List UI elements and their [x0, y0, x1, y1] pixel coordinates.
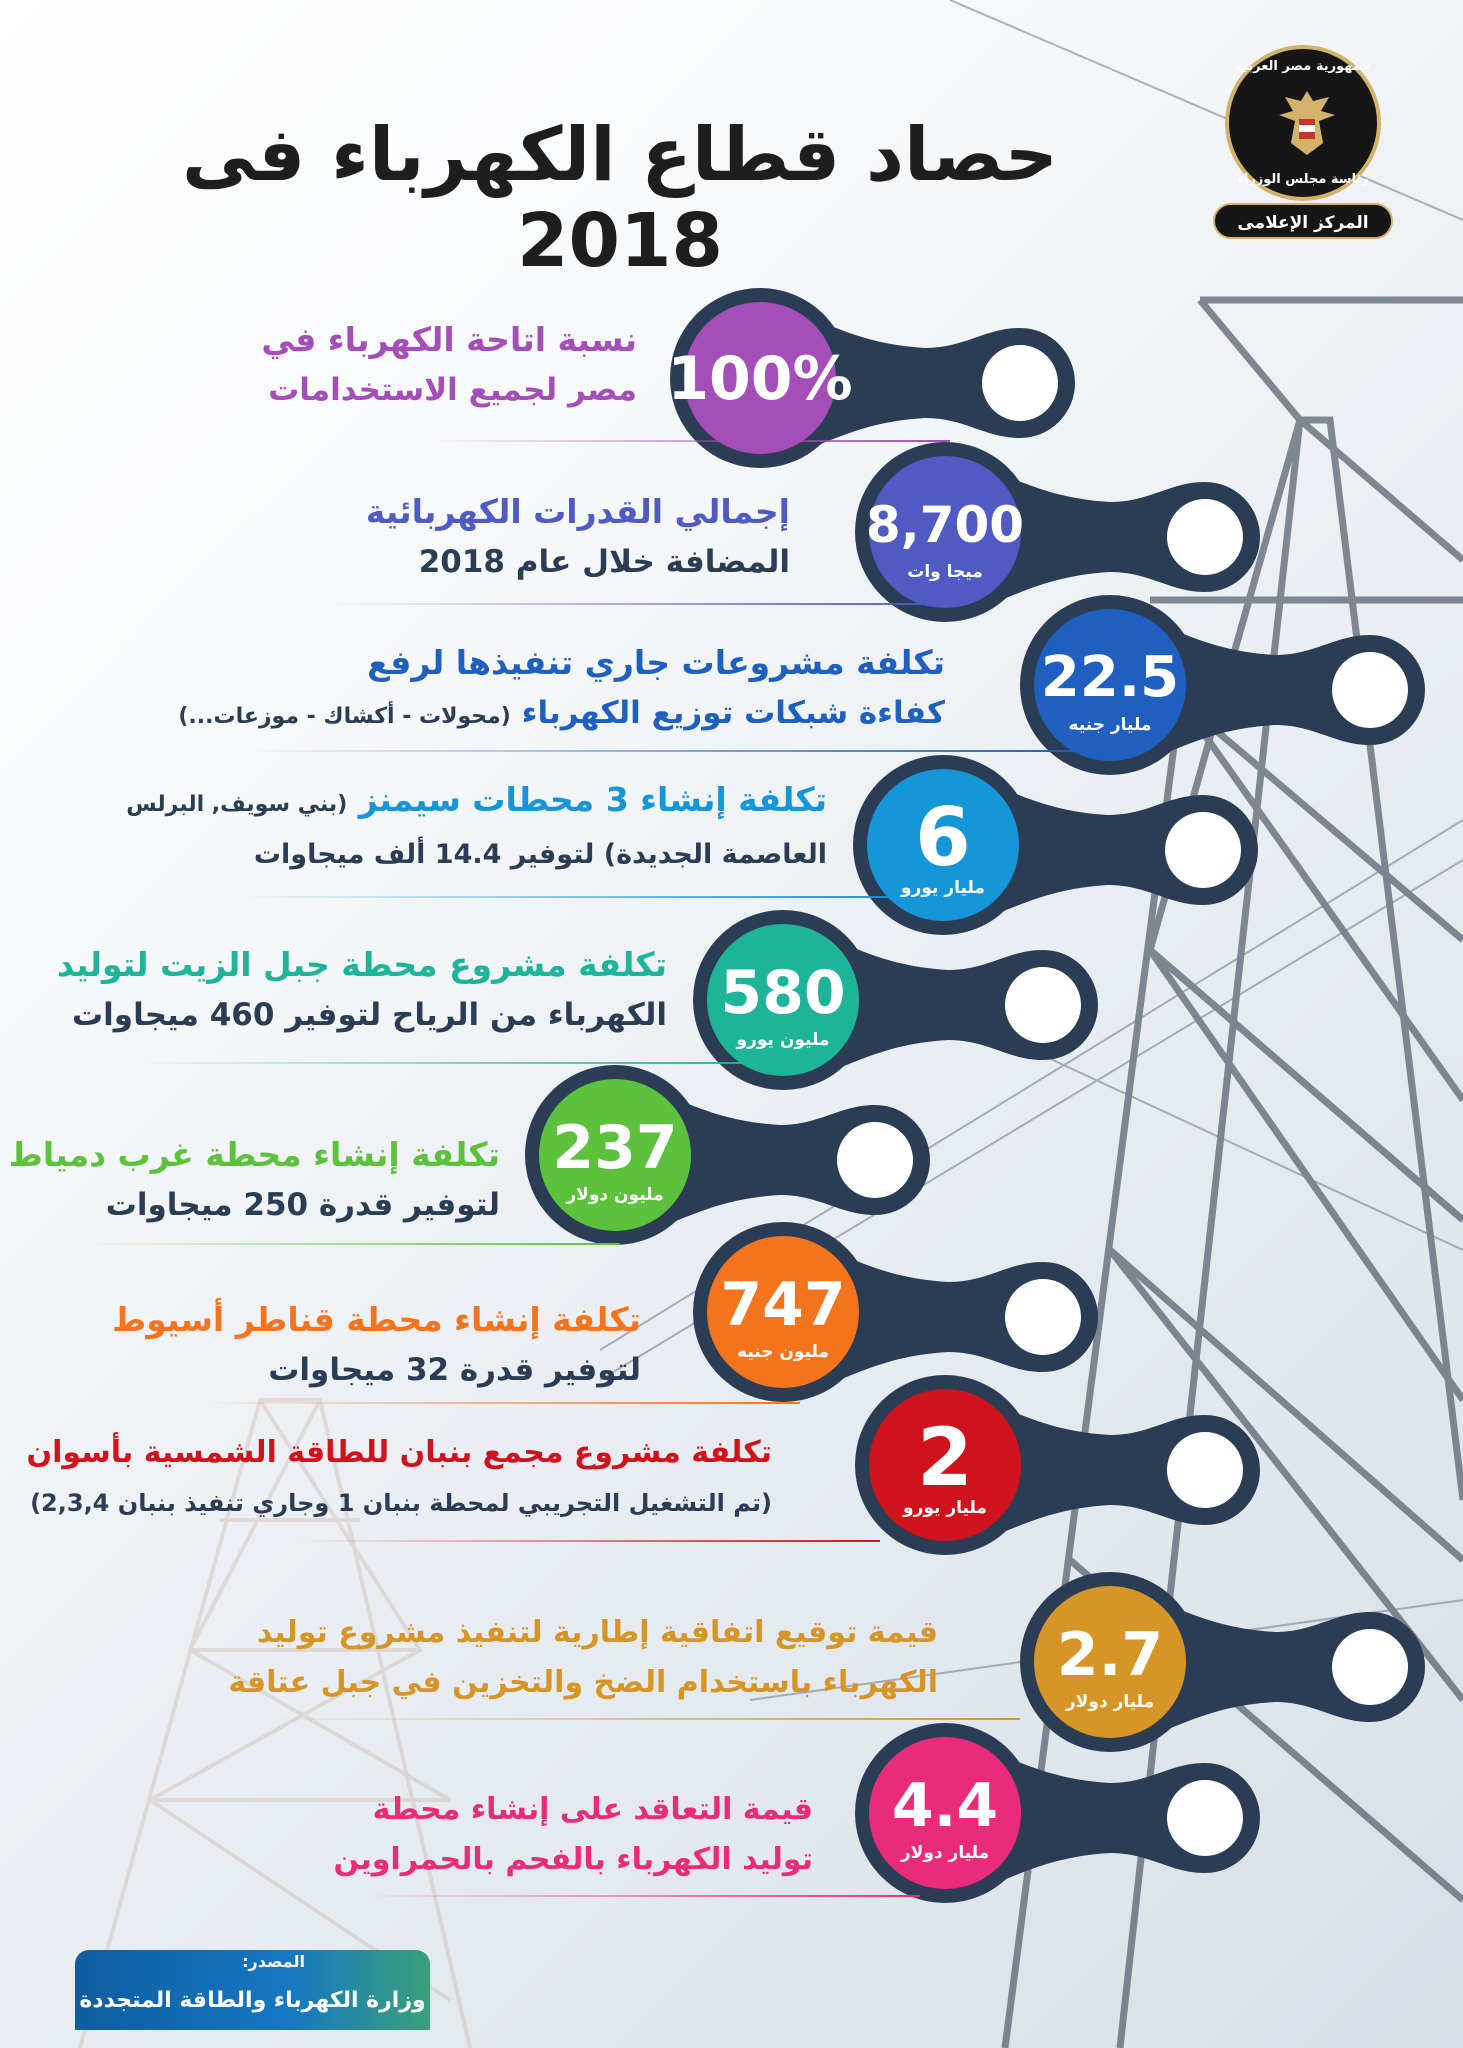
separator — [200, 1402, 800, 1404]
eagle-emblem-icon — [1269, 85, 1345, 161]
source-box — [75, 1950, 430, 2030]
item-value: 4.4 — [891, 1771, 999, 1841]
item-unit: ميجا وات — [907, 562, 983, 582]
item-unit: مليار يورو — [901, 878, 985, 898]
item-unit: مليار دولار — [1065, 1692, 1155, 1712]
separator — [80, 1243, 620, 1245]
item-text-10: قيمة التعاقد على إنشاء محطة توليد الكهرباء بالفحم بالحمراوين — [333, 1792, 813, 1877]
source-label: المصدر: — [242, 1952, 305, 1971]
separator — [360, 1895, 920, 1897]
item-value: 747 — [720, 1270, 846, 1340]
item-text-1: نسبة اتاحة الكهرباء في مصر لجميع الاستخدامات — [261, 320, 637, 408]
item-value: 8,700 — [865, 496, 1025, 554]
separator — [240, 896, 900, 898]
item-unit: مليون دولار — [566, 1185, 664, 1205]
item-value: 22.5 — [1040, 645, 1180, 710]
item-value: 2 — [917, 1411, 973, 1504]
logo-seal — [1225, 45, 1381, 201]
item-value: 580 — [720, 958, 846, 1028]
item-text-5: تكلفة مشروع محطة جبل الزيت لتوليد الكهرباء من الرياح لتوفير 460 ميجاوات — [57, 945, 667, 1033]
item-value: 100% — [667, 344, 853, 414]
logo-band: المركز الإعلامى — [1213, 203, 1393, 239]
item-text-9: قيمة توقيع اتفاقية إطارية لتنفيذ مشروع توليد الكهرباء باستخدام الضخ والتخزين في جبل عتاقة — [228, 1615, 938, 1700]
item-unit: مليار دولار — [900, 1843, 990, 1863]
item-unit: مليون جنيه — [737, 1342, 829, 1362]
item-value: 6 — [915, 791, 971, 884]
logo-bottom-text: رئاسة مجلس الوزراء — [1237, 172, 1369, 187]
item-value: 2.7 — [1056, 1620, 1164, 1690]
source-name: وزارة الكهرباء والطاقة المتجددة — [79, 1988, 426, 2013]
item-text-4: تكلفة إنشاء 3 محطات سيمنز (بني سويف, البرلس العاصمة الجديدة) لتوفير 14.4 ألف ميجاوات — [126, 780, 827, 870]
pin-4-4 — [850, 1718, 1290, 1908]
cabinet-logo — [1213, 45, 1393, 245]
item-text-3: تكلفة مشروعات جاري تنفيذها لرفع كفاءة شبكات توزيع الكهرباء (محولات - أكشاك - موزعات...) — [178, 643, 945, 731]
pin-2 — [850, 1370, 1290, 1560]
separator — [330, 603, 950, 605]
logo-top-text: جمهورية مصر العربية — [1235, 59, 1371, 74]
separator — [300, 1540, 880, 1542]
item-text-8: تكلفة مشروع مجمع بنبان للطاقة الشمسية بأسوان (تم التشغيل التجريبي لمحطة بنبان 1 وجاري تنفيذ بنبان 2,3,4) — [26, 1435, 772, 1517]
item-unit: مليون يورو — [736, 1030, 830, 1050]
item-text-6: تكلفة إنشاء محطة غرب دمياط لتوفير قدرة 250 ميجاوات — [8, 1135, 500, 1223]
page-title: حصاد قطاع الكهرباء فى 2018 — [182, 112, 1058, 284]
item-unit: مليار جنيه — [1068, 715, 1152, 735]
item-text-2: إجمالي القدرات الكهربائية المضافة خلال عام 2018 — [365, 492, 790, 580]
item-value: 237 — [552, 1113, 678, 1183]
item-unit: مليار يورو — [903, 1498, 987, 1518]
item-text-7: تكلفة إنشاء محطة قناطر أسيوط لتوفير قدرة 32 ميجاوات — [112, 1300, 641, 1388]
